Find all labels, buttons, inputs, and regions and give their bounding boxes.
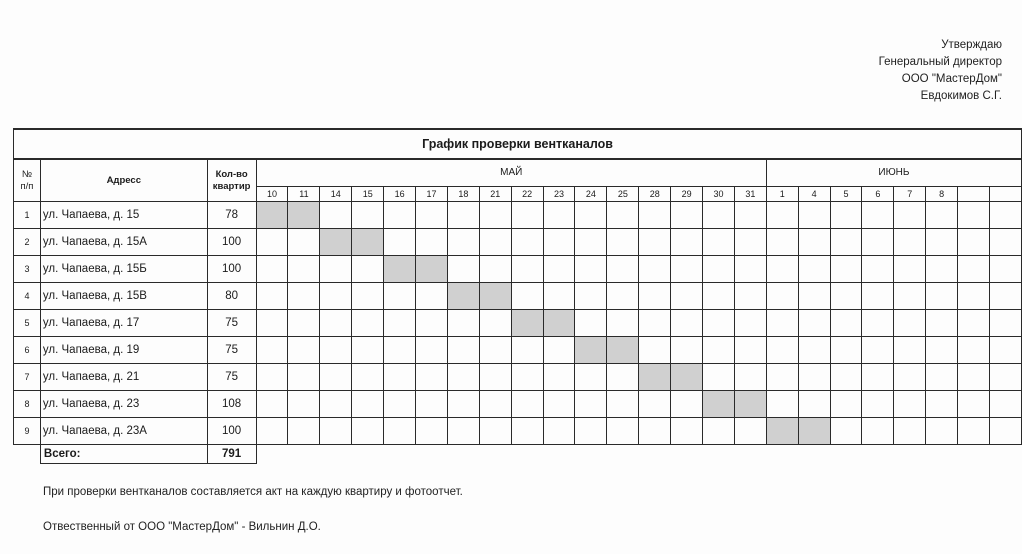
row-number: 2 [14,229,41,256]
schedule-cell [607,418,639,445]
row-number: 6 [14,337,41,364]
schedule-cell [798,337,830,364]
schedule-cell [926,418,958,445]
day-header: 24 [575,187,607,202]
schedule-cell [416,310,448,337]
row-address: ул. Чапаева, д. 19 [40,337,207,364]
table-title: График проверки вентканалов [14,129,1022,159]
schedule-cell-active [575,337,607,364]
row-address: ул. Чапаева, д. 23А [40,418,207,445]
schedule-cell [416,391,448,418]
row-address: ул. Чапаева, д. 15 [40,202,207,229]
schedule-cell [958,229,990,256]
schedule-cell-active [766,418,798,445]
schedule-cell [862,364,894,391]
day-header: 5 [830,187,862,202]
schedule-cell [734,310,766,337]
table-row [14,418,1022,445]
schedule-cell [894,364,926,391]
schedule-cell [958,310,990,337]
schedule-cell [894,202,926,229]
schedule-cell [575,391,607,418]
schedule-cell [543,202,575,229]
schedule-cell [288,364,320,391]
schedule-cell [543,391,575,418]
schedule-cell [511,283,543,310]
schedule-cell [511,364,543,391]
schedule-cell [447,256,479,283]
schedule-cell [671,310,703,337]
schedule-cell [479,229,511,256]
schedule-cell [511,337,543,364]
table-row [14,283,1022,310]
schedule-cell [766,391,798,418]
schedule-cell [288,229,320,256]
approval-line-4: Евдокимов С.Г. [920,90,1002,102]
schedule-cell [639,418,671,445]
note-responsible: Отвественный от ООО "МастерДом" - Вильнин Д.О. [43,521,321,533]
schedule-cell [734,229,766,256]
row-number: 8 [14,391,41,418]
schedule-cell [830,202,862,229]
schedule-cell [352,364,384,391]
schedule-cell [320,391,352,418]
schedule-cell-active [511,310,543,337]
approval-line-2: Генеральный директор [878,56,1002,68]
schedule-cell [926,256,958,283]
schedule-cell [384,391,416,418]
note-act: При проверки вентканалов составляется акт на каждую квартиру и фотоотчет. [43,486,463,498]
schedule-cell [575,283,607,310]
schedule-cell [894,337,926,364]
schedule-cell-active [639,364,671,391]
schedule-cell [416,418,448,445]
schedule-cell [575,256,607,283]
schedule-cell [734,202,766,229]
schedule-cell [894,229,926,256]
schedule-cell [352,418,384,445]
schedule-cell [288,391,320,418]
row-address: ул. Чапаева, д. 23 [40,391,207,418]
schedule-cell [862,418,894,445]
schedule-cell [479,418,511,445]
schedule-cell [479,256,511,283]
schedule-cell-active [703,391,735,418]
schedule-cell-active [734,391,766,418]
schedule-cell [607,391,639,418]
row-address: ул. Чапаева, д. 15В [40,283,207,310]
schedule-cell [511,229,543,256]
schedule-cell-active [320,229,352,256]
schedule-cell [671,283,703,310]
schedule-cell [639,202,671,229]
schedule-cell-active [607,337,639,364]
schedule-cell [894,283,926,310]
schedule-cell [447,202,479,229]
schedule-cell [671,391,703,418]
schedule-cell [894,256,926,283]
schedule-cell [352,256,384,283]
schedule-cell [288,337,320,364]
schedule-cell [639,337,671,364]
schedule-cell [288,310,320,337]
schedule-cell [862,310,894,337]
schedule-cell [734,283,766,310]
day-header: 25 [607,187,639,202]
schedule-cell [639,391,671,418]
schedule-cell [511,256,543,283]
day-header: 11 [288,187,320,202]
row-count: 75 [207,337,256,364]
schedule-table [13,128,1022,464]
schedule-cell [384,283,416,310]
schedule-cell [862,229,894,256]
schedule-cell-active [384,256,416,283]
schedule-cell-active [352,229,384,256]
schedule-cell [320,337,352,364]
schedule-cell [288,283,320,310]
schedule-cell [639,229,671,256]
schedule-cell [830,229,862,256]
schedule-cell [352,310,384,337]
schedule-cell [703,337,735,364]
schedule-cell [926,391,958,418]
table-row [14,229,1022,256]
schedule-cell [607,283,639,310]
schedule-cell [766,283,798,310]
schedule-cell [989,256,1021,283]
table-row [14,202,1022,229]
row-number: 7 [14,364,41,391]
row-count: 108 [207,391,256,418]
schedule-cell [416,229,448,256]
total-rest [256,445,1021,464]
row-number: 5 [14,310,41,337]
schedule-cell [989,283,1021,310]
row-count: 80 [207,283,256,310]
schedule-cell [926,337,958,364]
schedule-cell [543,364,575,391]
total-label: Всего: [40,445,207,464]
schedule-cell [575,418,607,445]
schedule-cell [320,418,352,445]
schedule-cell [511,391,543,418]
schedule-cell [766,256,798,283]
day-header: 8 [926,187,958,202]
day-header: 1 [766,187,798,202]
schedule-cell-active [798,418,830,445]
schedule-cell [384,229,416,256]
schedule-cell [511,418,543,445]
schedule-cell [543,283,575,310]
schedule-cell [989,202,1021,229]
table-row [14,391,1022,418]
schedule-cell [830,283,862,310]
schedule-cell [703,310,735,337]
schedule-cell [798,229,830,256]
schedule-cell [894,418,926,445]
schedule-cell [958,337,990,364]
schedule-cell [352,202,384,229]
schedule-cell [288,256,320,283]
schedule-cell [958,364,990,391]
day-header: 31 [734,187,766,202]
schedule-cell [447,418,479,445]
approval-block [879,37,1002,105]
schedule-cell [352,337,384,364]
schedule-cell [703,202,735,229]
schedule-cell [958,391,990,418]
schedule-cell [352,391,384,418]
schedule-cell [671,202,703,229]
col-header-address: Адресс [40,159,207,202]
schedule-cell [830,391,862,418]
schedule-cell [671,229,703,256]
day-header: 28 [639,187,671,202]
schedule-cell [989,229,1021,256]
schedule-cell [320,310,352,337]
schedule-cell [830,337,862,364]
day-header [958,187,990,202]
schedule-cell [288,418,320,445]
schedule-cell [958,256,990,283]
schedule-cell [607,202,639,229]
schedule-cell [830,310,862,337]
row-number: 4 [14,283,41,310]
table-row [14,364,1022,391]
schedule-cell [256,229,288,256]
total-value: 791 [207,445,256,464]
row-count: 78 [207,202,256,229]
schedule-cell [830,364,862,391]
day-header: 16 [384,187,416,202]
schedule-cell [352,283,384,310]
schedule-cell [798,202,830,229]
schedule-cell [384,364,416,391]
schedule-cell [384,337,416,364]
schedule-cell [671,256,703,283]
schedule-cell [766,229,798,256]
schedule-cell [989,391,1021,418]
schedule-cell [766,202,798,229]
approval-line-3: ООО "МастерДом" [901,73,1002,85]
schedule-cell [543,418,575,445]
schedule-cell [766,337,798,364]
schedule-cell-active [671,364,703,391]
schedule-cell [479,364,511,391]
month-header-june: ИЮНЬ [766,159,1021,187]
schedule-cell [416,364,448,391]
schedule-cell [894,391,926,418]
schedule-cell [926,283,958,310]
day-header: 4 [798,187,830,202]
schedule-cell [384,418,416,445]
schedule-cell [734,364,766,391]
schedule-cell [734,418,766,445]
row-number: 1 [14,202,41,229]
schedule-cell [256,283,288,310]
schedule-cell [734,337,766,364]
schedule-cell [989,418,1021,445]
total-row [14,445,1022,464]
day-header: 10 [256,187,288,202]
schedule-cell [639,310,671,337]
schedule-cell [639,283,671,310]
row-address: ул. Чапаева, д. 21 [40,364,207,391]
table-row [14,310,1022,337]
row-count: 75 [207,310,256,337]
schedule-cell [766,364,798,391]
schedule-cell [256,391,288,418]
schedule-cell [479,337,511,364]
col-header-count: Кол-во квартир [207,159,256,202]
day-header: 21 [479,187,511,202]
approval-line-1: Утверждаю [941,39,1002,51]
schedule-cell [256,364,288,391]
row-address: ул. Чапаева, д. 15Б [40,256,207,283]
schedule-cell [543,337,575,364]
day-header: 17 [416,187,448,202]
day-header: 7 [894,187,926,202]
schedule-cell [416,337,448,364]
schedule-cell [798,310,830,337]
schedule-cell [575,364,607,391]
row-address: ул. Чапаева, д. 15А [40,229,207,256]
schedule-cell [384,202,416,229]
day-header: 22 [511,187,543,202]
row-count: 100 [207,256,256,283]
day-header: 18 [447,187,479,202]
schedule-cell [798,364,830,391]
day-header: 30 [703,187,735,202]
schedule-cell [639,256,671,283]
row-number: 3 [14,256,41,283]
day-header: 29 [671,187,703,202]
schedule-cell [671,337,703,364]
schedule-cell [989,337,1021,364]
schedule-cell [575,310,607,337]
schedule-cell [256,337,288,364]
schedule-cell [384,310,416,337]
schedule-cell [575,229,607,256]
day-header: 23 [543,187,575,202]
row-count: 100 [207,229,256,256]
schedule-cell [862,337,894,364]
row-number: 9 [14,418,41,445]
schedule-cell [703,229,735,256]
schedule-cell [320,256,352,283]
schedule-cell [958,283,990,310]
schedule-cell [607,310,639,337]
schedule-cell [862,283,894,310]
schedule-cell-active [416,256,448,283]
schedule-cell [447,364,479,391]
schedule-cell [543,256,575,283]
schedule-cell [703,364,735,391]
schedule-cell [416,202,448,229]
schedule-cell [703,256,735,283]
schedule-cell [798,391,830,418]
schedule-cell [447,229,479,256]
schedule-cell [479,202,511,229]
schedule-cell [447,391,479,418]
month-header-may: МАЙ [256,159,766,187]
schedule-cell [926,229,958,256]
schedule-cell [607,229,639,256]
schedule-cell-active [288,202,320,229]
schedule-cell [798,283,830,310]
row-count: 75 [207,364,256,391]
schedule-cell [256,310,288,337]
row-count: 100 [207,418,256,445]
schedule-cell [256,256,288,283]
schedule-cell [320,202,352,229]
schedule-cell [320,283,352,310]
row-address: ул. Чапаева, д. 17 [40,310,207,337]
total-blank [14,445,41,464]
schedule-cell [671,418,703,445]
schedule-cell [511,202,543,229]
schedule-cell [894,310,926,337]
schedule-cell [416,283,448,310]
schedule-cell [734,256,766,283]
schedule-cell [989,310,1021,337]
schedule-cell [575,202,607,229]
schedule-cell [766,310,798,337]
schedule-cell [862,256,894,283]
schedule-cell [958,202,990,229]
schedule-cell [479,310,511,337]
schedule-cell [926,202,958,229]
schedule-cell [607,364,639,391]
schedule-cell [447,310,479,337]
day-header: 15 [352,187,384,202]
table-row [14,256,1022,283]
schedule-cell [862,202,894,229]
col-header-number: № п/п [14,159,41,202]
schedule-cell [447,337,479,364]
day-header [989,187,1021,202]
schedule-cell [607,256,639,283]
schedule-cell [798,256,830,283]
schedule-cell-active [543,310,575,337]
schedule-cell [926,310,958,337]
schedule-cell-active [479,283,511,310]
schedule-cell [256,418,288,445]
schedule-cell [958,418,990,445]
table-row [14,337,1022,364]
day-header: 14 [320,187,352,202]
schedule-cell [830,418,862,445]
schedule-cell-active [447,283,479,310]
schedule-cell [989,364,1021,391]
schedule-cell [703,283,735,310]
schedule-cell-active [256,202,288,229]
schedule-cell [479,391,511,418]
schedule-cell [830,256,862,283]
schedule-cell [543,229,575,256]
day-header: 6 [862,187,894,202]
schedule-cell [703,418,735,445]
schedule-cell [926,364,958,391]
schedule-cell [320,364,352,391]
schedule-cell [862,391,894,418]
